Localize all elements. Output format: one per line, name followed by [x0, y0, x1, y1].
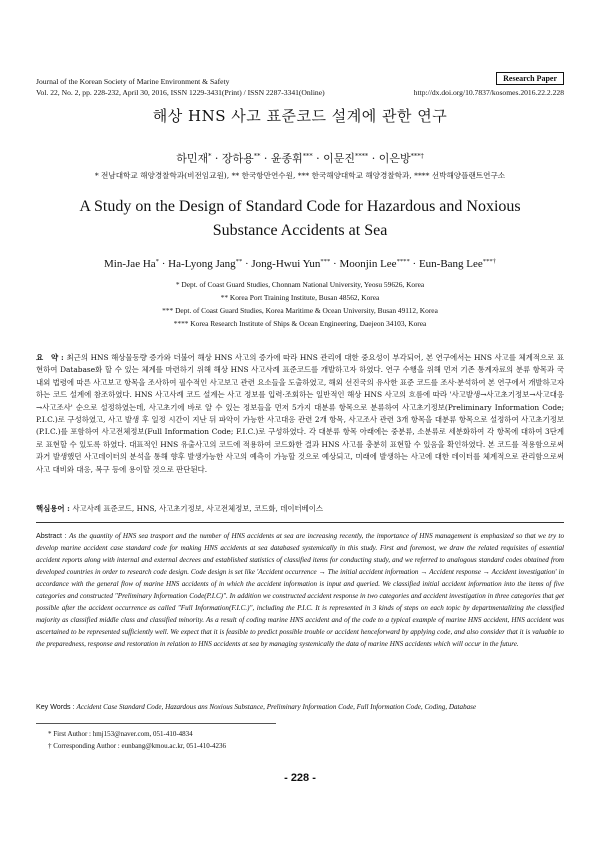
- english-keywords: [36, 703, 564, 711]
- author-name: Min-Jae Ha: [104, 258, 156, 270]
- author-affiliation-mark: **: [253, 152, 261, 160]
- author-name: 장하용: [221, 152, 254, 165]
- author-separator: ·: [312, 152, 324, 165]
- author-name: Moonjin Lee: [339, 258, 397, 270]
- korean-abstract-text: 최근의 HNS 해상물동량 증가와 더불어 해상 HNS 사고의 증가에 따라 HNS 관리에 대한 중요성이 부각되어, 본 연구에서는 HNS 사고를 체계적으로 표현하여 Database화 할 수 있는 체계를 마련하기 위해 해상 HNS 사고사례 표준코드를 개발하고자 하였다. 연구 수행을 위해 먼저 기존 통계자료의 분류 항목과 국내외 법령에 따른 사고보고 항목을 조사하여 필수적인 사고보고 관련 요소들을 도출하였고, 해외 선진국의 유사한 표준 코드를 조사·분석하여 본 연구에서 개발하고자 하는 코드 설계에 참조하였다. HNS 사고사례 코드 설계는 사고 정보를 입력·조회하는 일반적인 해상 HNS 사고의 흐름에 따라 '사고발생→사고초기정보→사고대응→사고조사' 순으로 설정하였는데, 사고초기에 바로 알 수 있는 정보들을 먼저 5가지 대분류 항목으로 분류하여 사고초기정보(Preliminary Information Code; P.I.C.)로 구성하였고, 사고 발생 후 일정 시간이 지난 뒤 파악이 가능한 사고대응 관련 2개 항목, 사고조사 관련 3개 항목을 대분류 항목으로 설정하여 사고초기정보(P.I.C.)를 포함하여 사고전체정보(Full Information Code; F.I.C.)로 구성하였다. 각 대분류 항목 아래에는 중분류, 소분류로 세분화하여 각 항목에 대하여 3단계로 표현할 수 있도록 하였다. 대표적인 HNS 유출사고의 코드에 적용하여 코드화한 결과 HNS 사고를 충분히 표현할 수 있음을 확인하였다. 본 코드를 적용함으로써 과거 발생했던 사고데이터의 분석을 통해 향후 발생가능한 사고의 예측이 가능할 것으로 예상되고, 미래에 발생하는 사고에 대한 데이터를 체계적으로 관리함으로써 사고 대비와 대응, 복구 등에 용이할 것으로 판단된다.: [36, 353, 564, 474]
- affiliation-line: ** Korea Port Training Institute, Busan 48562, Korea: [220, 293, 380, 302]
- author-separator: ·: [409, 258, 419, 270]
- author-name: 하민재: [176, 152, 209, 165]
- journal-info: [36, 77, 325, 98]
- footnote-divider: [36, 723, 276, 724]
- author-name: 윤종휘: [270, 152, 303, 165]
- korean-keywords: [36, 503, 564, 514]
- author-affiliation-mark: ***†: [482, 258, 496, 265]
- korean-abstract: [36, 352, 564, 476]
- author-name: Eun-Bang Lee: [418, 258, 483, 270]
- korean-title: 해상 HNS 사고 표준코드 설계에 관한 연구: [152, 107, 448, 125]
- korean-keywords-text: 사고사례 표준코드, HNS, 사고초기정보, 사고전체정보, 코드화, 데이터베이스: [72, 504, 324, 513]
- author-affiliation-mark: *: [155, 258, 159, 265]
- english-authors: [0, 258, 600, 270]
- author-affiliation-mark: ***: [302, 152, 313, 160]
- footnote-first-author: * First Author : hmj153@naver.com, 051-410-4834: [48, 730, 193, 738]
- korean-abstract-label: 요 약 :: [36, 353, 67, 362]
- author-separator: ·: [260, 152, 271, 165]
- english-abstract-label: Abstract :: [36, 532, 70, 540]
- doi-link[interactable]: http://dx.doi.org/10.7837/kosomes.2016.22.2.228: [413, 88, 564, 97]
- author-separator: ·: [158, 258, 169, 270]
- affiliation-line: *** Dept. of Coast Guard Studies, Korea Maritime & Ocean University, Busan 49112, Korea: [162, 306, 438, 315]
- author-affiliation-mark: **: [235, 258, 243, 265]
- english-abstract: [36, 530, 564, 650]
- author-name: Jong-Hwui Yun: [251, 258, 321, 270]
- english-affiliations: [0, 278, 600, 330]
- author-affiliation-mark: ****: [355, 152, 369, 160]
- author-affiliation-mark: ***†: [410, 152, 424, 160]
- author-affiliation-mark: ****: [396, 258, 410, 265]
- author-affiliation-mark: *: [208, 152, 212, 160]
- author-separator: ·: [330, 258, 340, 270]
- author-separator: ·: [242, 258, 252, 270]
- section-divider: [36, 522, 564, 523]
- author-name: Ha-Lyong Jang: [168, 258, 236, 270]
- english-title: [0, 195, 600, 243]
- author-name: 이은방: [378, 152, 411, 165]
- author-name: 이문진: [323, 152, 356, 165]
- research-paper-badge: Research Paper: [496, 72, 564, 85]
- affiliation-line: * Dept. of Coast Guard Studies, Chonnam National University, Yeosu 59626, Korea: [175, 280, 425, 289]
- english-title-line2: Substance Accidents at Sea: [212, 222, 388, 239]
- english-keywords-text: Accident Case Standard Code, Hazardous ans Noxious Substance, Preliminary Information Code, Full Information Code, Coding, Database: [76, 703, 477, 711]
- affiliation-line: **** Korea Research Institute of Ships & Ocean Engineering, Daejeon 34103, Korea: [173, 319, 427, 328]
- korean-affiliations: * 전남대학교 해양경찰학과(비전임교원), ** 한국항만연수원, *** 한국해양대학교 해양경찰학과, **** 선박해양플랜트연구소: [94, 171, 506, 180]
- page-number: - 228 -: [284, 772, 316, 784]
- english-keywords-label: Key Words :: [36, 703, 77, 711]
- english-title-line1: A Study on the Design of Standard Code for Hazardous and Noxious: [79, 198, 521, 215]
- author-separator: ·: [211, 152, 222, 165]
- author-affiliation-mark: ***: [320, 258, 331, 265]
- journal-name: Journal of the Korean Society of Marine Environment & Safety: [36, 77, 230, 86]
- english-abstract-text: As the quantity of HNS sea trasport and the number of HNS accidents at sea are increasing recently, the importance of HNS management is emphasized so that we try to develop marine accident case standard code for making HNS accidents at sea databased systemically in this study. First and foremost, we draw the related requisites of essential accident reports along with internal and external decrees and established statistics of classified items for conducting study, and we referred to analogous standard codes obtained from developed countries in order to research code design. Code design is set like 'Accident occurrence → The initial accident information → Accident response → Accident investigation' in accordance with the general flow of marine HNS accidents of in which the accident information is input and queried. We classified initial accident information into the items of five categories and constructed "Preliminary Information Code(P.I.C)". In addition we constructed accident response in two categories and accident investigation in three categories that get possible after the accident occurrence as called "Full Information(F.I.C.)", including the P.I.C. It is represented in 3 kinds of steps on each topic by departmentalizing the classified majority as classified middle class and classified minority. As a result of coding marine HNS accident and of the code to a typical example of marine HNS accident, HNS accident was ascertained to be represented sufficiently well. We expect that it is feasible to predict possible trouble or accident henceforward by applying code, and also consider that it is valuable to the preparedness, response and restoration in relation to HNS accidents at sea by managing systemically the data of marine HNS accidents which will occur in the future.: [36, 532, 565, 648]
- journal-volume: Vol. 22, No. 2, pp. 228-232, April 30, 2016, ISSN 1229-3431(Print) / ISSN 2287-3341(Online): [36, 87, 325, 97]
- author-separator: ·: [368, 152, 379, 165]
- korean-keywords-label: 핵심용어 :: [36, 504, 73, 513]
- footnote-corresponding-author: † Corresponding Author : eunbang@kmou.ac.kr, 051-410-4236: [48, 742, 227, 750]
- korean-authors: [0, 150, 600, 166]
